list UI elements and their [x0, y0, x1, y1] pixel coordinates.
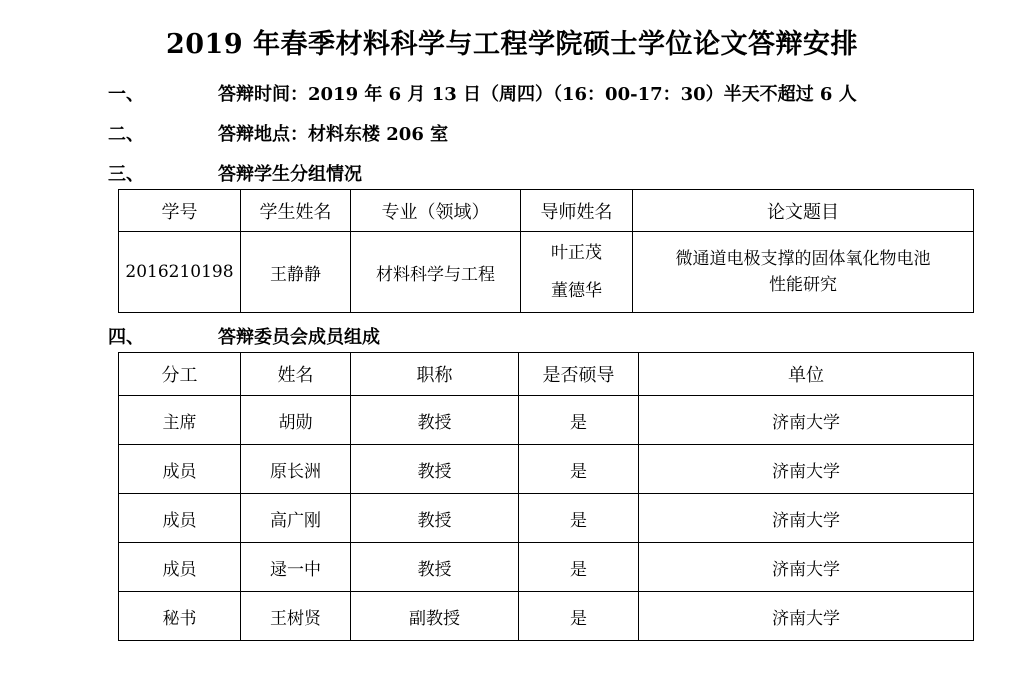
- table-row: [119, 592, 974, 641]
- member-is-advisor: 是: [519, 494, 639, 543]
- member-name: 胡勋: [241, 396, 351, 445]
- table-row: [119, 543, 974, 592]
- advisor-name: 叶正茂: [551, 243, 602, 263]
- document-title: 2019 年春季材料科学与工程学院硕士学位论文答辩安排: [165, 29, 859, 60]
- header-cell-role: 分工: [119, 353, 241, 396]
- header-cell-thesis-topic: 论文题目: [633, 190, 974, 232]
- section-text: 答辩学生分组情况: [218, 164, 362, 185]
- member-title: 副教授: [351, 592, 519, 641]
- table-row: [119, 494, 974, 543]
- section-text: 答辩时间：2019 年 6 月 13 日（周四）（16：00-17：30）半天不超过 6 人: [218, 84, 857, 105]
- header-cell-name: 姓名: [241, 353, 351, 396]
- section-committee: [108, 323, 380, 349]
- member-role: 成员: [119, 494, 241, 543]
- member-title: 教授: [351, 445, 519, 494]
- table-row: [119, 445, 974, 494]
- member-unit: 济南大学: [639, 543, 974, 592]
- member-name: 原长洲: [241, 445, 351, 494]
- member-is-advisor: 是: [519, 592, 639, 641]
- section-location: [108, 120, 448, 146]
- section-text: 答辩委员会成员组成: [218, 327, 380, 348]
- committee-table: [118, 352, 974, 641]
- section-number: 四、: [108, 327, 144, 348]
- member-is-advisor: 是: [519, 543, 639, 592]
- member-role: 主席: [119, 396, 241, 445]
- member-is-advisor: 是: [519, 445, 639, 494]
- table-row: [119, 232, 974, 313]
- section-time: [108, 80, 857, 106]
- member-name: 高广刚: [241, 494, 351, 543]
- student-id: 2016210198: [119, 232, 241, 313]
- section-number: 二、: [108, 124, 144, 145]
- header-cell-student-name: 学生姓名: [241, 190, 351, 232]
- member-unit: 济南大学: [639, 592, 974, 641]
- member-title: 教授: [351, 543, 519, 592]
- member-title: 教授: [351, 396, 519, 445]
- member-unit: 济南大学: [639, 494, 974, 543]
- section-student-groups: [108, 160, 362, 186]
- member-unit: 济南大学: [639, 396, 974, 445]
- students-table: [118, 189, 974, 313]
- student-major: 材料科学与工程: [351, 232, 521, 313]
- section-number: 一、: [108, 84, 144, 105]
- section-text: 答辩地点：材料东楼 206 室: [218, 124, 449, 145]
- header-cell-unit: 单位: [639, 353, 974, 396]
- header-cell-title: 职称: [351, 353, 519, 396]
- header-cell-id: 学号: [119, 190, 241, 232]
- member-role: 秘书: [119, 592, 241, 641]
- thesis-topic-line: 性能研究: [769, 275, 837, 295]
- thesis-topic-line: 微通道电极支撑的固体氧化物电池: [675, 249, 931, 269]
- table-header-row: [119, 190, 974, 232]
- advisor-name: 董德华: [551, 281, 602, 301]
- student-advisors: [521, 232, 633, 313]
- member-role: 成员: [119, 445, 241, 494]
- section-number: 三、: [108, 164, 144, 185]
- header-cell-advisor: 导师姓名: [521, 190, 633, 232]
- header-cell-is-advisor: 是否硕导: [519, 353, 639, 396]
- member-name: 王树贤: [241, 592, 351, 641]
- student-name: 王静静: [241, 232, 351, 313]
- table-row: [119, 396, 974, 445]
- header-cell-major: 专业（领域）: [351, 190, 521, 232]
- member-name: 逯一中: [241, 543, 351, 592]
- member-title: 教授: [351, 494, 519, 543]
- member-role: 成员: [119, 543, 241, 592]
- member-unit: 济南大学: [639, 445, 974, 494]
- member-is-advisor: 是: [519, 396, 639, 445]
- thesis-topic: [633, 232, 974, 313]
- table-header-row: [119, 353, 974, 396]
